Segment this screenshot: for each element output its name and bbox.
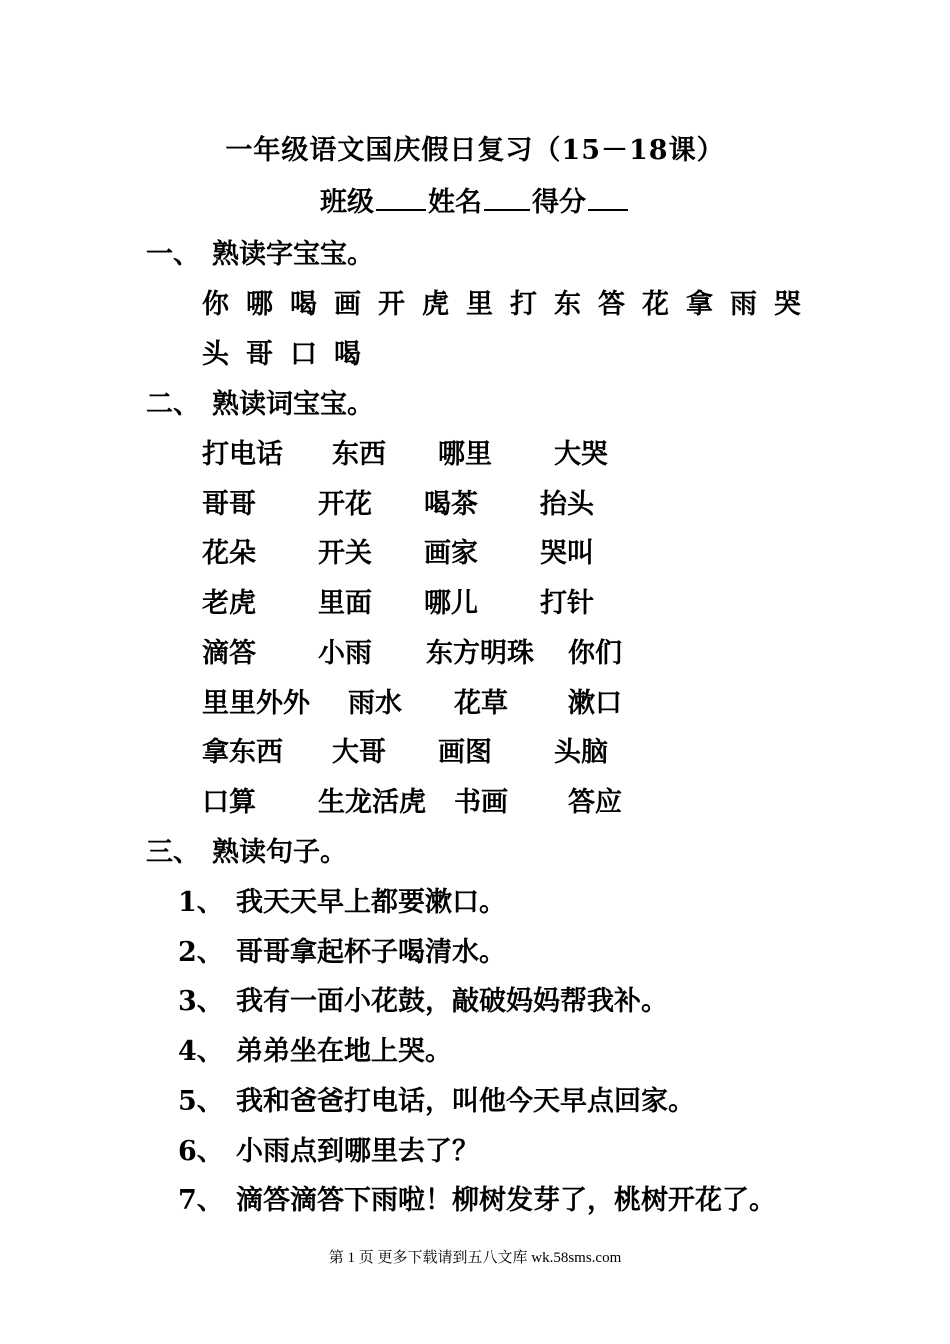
row1-char: 画 [334, 289, 361, 320]
row2-char: 喝 [334, 339, 361, 370]
section-3-title: 熟读句子。 [212, 837, 347, 868]
row1-char: 雨 [730, 289, 757, 320]
row1-char: 喝 [290, 289, 317, 320]
row1-char: 开 [378, 289, 405, 320]
word-item: 生龙活虎 [318, 786, 426, 818]
word-item: 拿东西 [202, 737, 283, 769]
row2-char: 哥 [246, 339, 273, 370]
name-blank[interactable] [484, 183, 530, 211]
worksheet-title: 一年级语文国庆假日复习（15－18课） [225, 135, 725, 166]
row1-char: 东 [554, 289, 581, 320]
sentence-number: 3、 [178, 986, 224, 1018]
sentence-number: 6、 [178, 1135, 224, 1167]
sentence-item [178, 1079, 695, 1118]
sentence-text: 我和爸爸打电话，叫他今天早点回家。 [236, 1085, 695, 1117]
word-item: 漱口 [568, 687, 622, 719]
section-3-heading [146, 830, 347, 869]
word-item: 打电话 [202, 439, 283, 470]
section-1-title: 熟读字宝宝。 [212, 239, 374, 270]
section-3-number: 三、 [146, 837, 200, 868]
score-blank[interactable] [588, 183, 628, 211]
row1-char: 虎 [422, 289, 449, 320]
word-item: 口算 [202, 786, 256, 818]
sentence-item [178, 930, 506, 969]
word-item: 哥哥 [202, 488, 256, 520]
section-1-number: 一、 [146, 239, 200, 270]
word-item: 东西 [332, 439, 386, 470]
sentence-number: 7、 [178, 1185, 224, 1217]
section-2-title: 熟读词宝宝。 [212, 389, 374, 420]
sentence-item [178, 1029, 452, 1068]
score-label: 得分 [532, 187, 586, 218]
row1-char: 哭 [774, 289, 801, 320]
sentence-text: 弟弟坐在地上哭。 [236, 1036, 452, 1068]
word-item: 喝茶 [424, 488, 478, 520]
sentence-number: 4、 [178, 1036, 224, 1068]
word-item: 里里外外 [202, 687, 310, 719]
class-blank[interactable] [376, 183, 426, 211]
sentence-number: 2、 [178, 936, 224, 968]
row1-char: 答 [598, 289, 625, 320]
row1-char: 哪 [246, 289, 273, 320]
sentence-text: 我有一面小花鼓，敲破妈妈帮我补。 [236, 986, 668, 1018]
word-item: 开花 [318, 488, 372, 520]
word-item: 画家 [424, 538, 478, 570]
word-item: 头脑 [554, 737, 608, 769]
sentence-text: 滴答滴答下雨啦！柳树发芽了，桃树开花了。 [236, 1185, 776, 1217]
sentence-text: 小雨点到哪里去了？ [236, 1135, 479, 1167]
word-item: 哪儿 [424, 588, 478, 620]
word-item: 打针 [540, 588, 594, 620]
characters-row-2 [202, 332, 378, 371]
name-label: 姓名 [428, 187, 482, 218]
word-item: 哭叫 [540, 538, 594, 570]
section-1-heading [146, 232, 374, 271]
row1-char: 里 [466, 289, 493, 320]
section-2-number: 二、 [146, 389, 200, 420]
sentence-item [178, 979, 668, 1018]
row2-char: 头 [202, 339, 229, 370]
row1-char: 你 [202, 289, 229, 320]
class-label: 班级 [320, 187, 374, 218]
word-item: 里面 [318, 588, 372, 620]
word-item: 花草 [454, 687, 508, 719]
sentence-item [178, 1129, 479, 1168]
word-item: 画图 [438, 737, 492, 769]
word-item: 书画 [454, 786, 508, 818]
word-item: 老虎 [202, 588, 256, 620]
sentence-number: 5、 [178, 1085, 224, 1117]
sentence-item [178, 1178, 776, 1217]
row1-char: 花 [642, 289, 669, 320]
row1-char: 拿 [686, 289, 713, 320]
word-item: 你们 [568, 637, 622, 669]
word-item: 抬头 [540, 488, 594, 520]
row1-char: 打 [510, 289, 537, 320]
word-item: 东方明珠 [426, 637, 534, 669]
word-item: 答应 [568, 786, 622, 818]
word-item: 大哭 [554, 439, 608, 470]
sentence-text: 哥哥拿起杯子喝清水。 [236, 936, 506, 968]
word-item: 哪里 [438, 439, 492, 470]
page-footer: 第 1 页 更多下载请到五八文库 wk.58sms.com [328, 1250, 622, 1266]
sentence-text: 我天天早上都要漱口。 [236, 887, 506, 918]
word-item: 开关 [318, 538, 372, 570]
word-item: 小雨 [318, 637, 372, 669]
student-info-line [0, 180, 950, 219]
word-item: 花朵 [202, 538, 256, 570]
word-item: 大哥 [332, 737, 386, 769]
section-2-heading [146, 382, 374, 421]
sentence-number: 1、 [178, 887, 224, 918]
word-item: 雨水 [348, 687, 402, 719]
word-item: 滴答 [202, 637, 256, 669]
sentence-item [178, 880, 506, 919]
row2-char: 口 [290, 339, 317, 370]
characters-row-1 [202, 282, 818, 321]
